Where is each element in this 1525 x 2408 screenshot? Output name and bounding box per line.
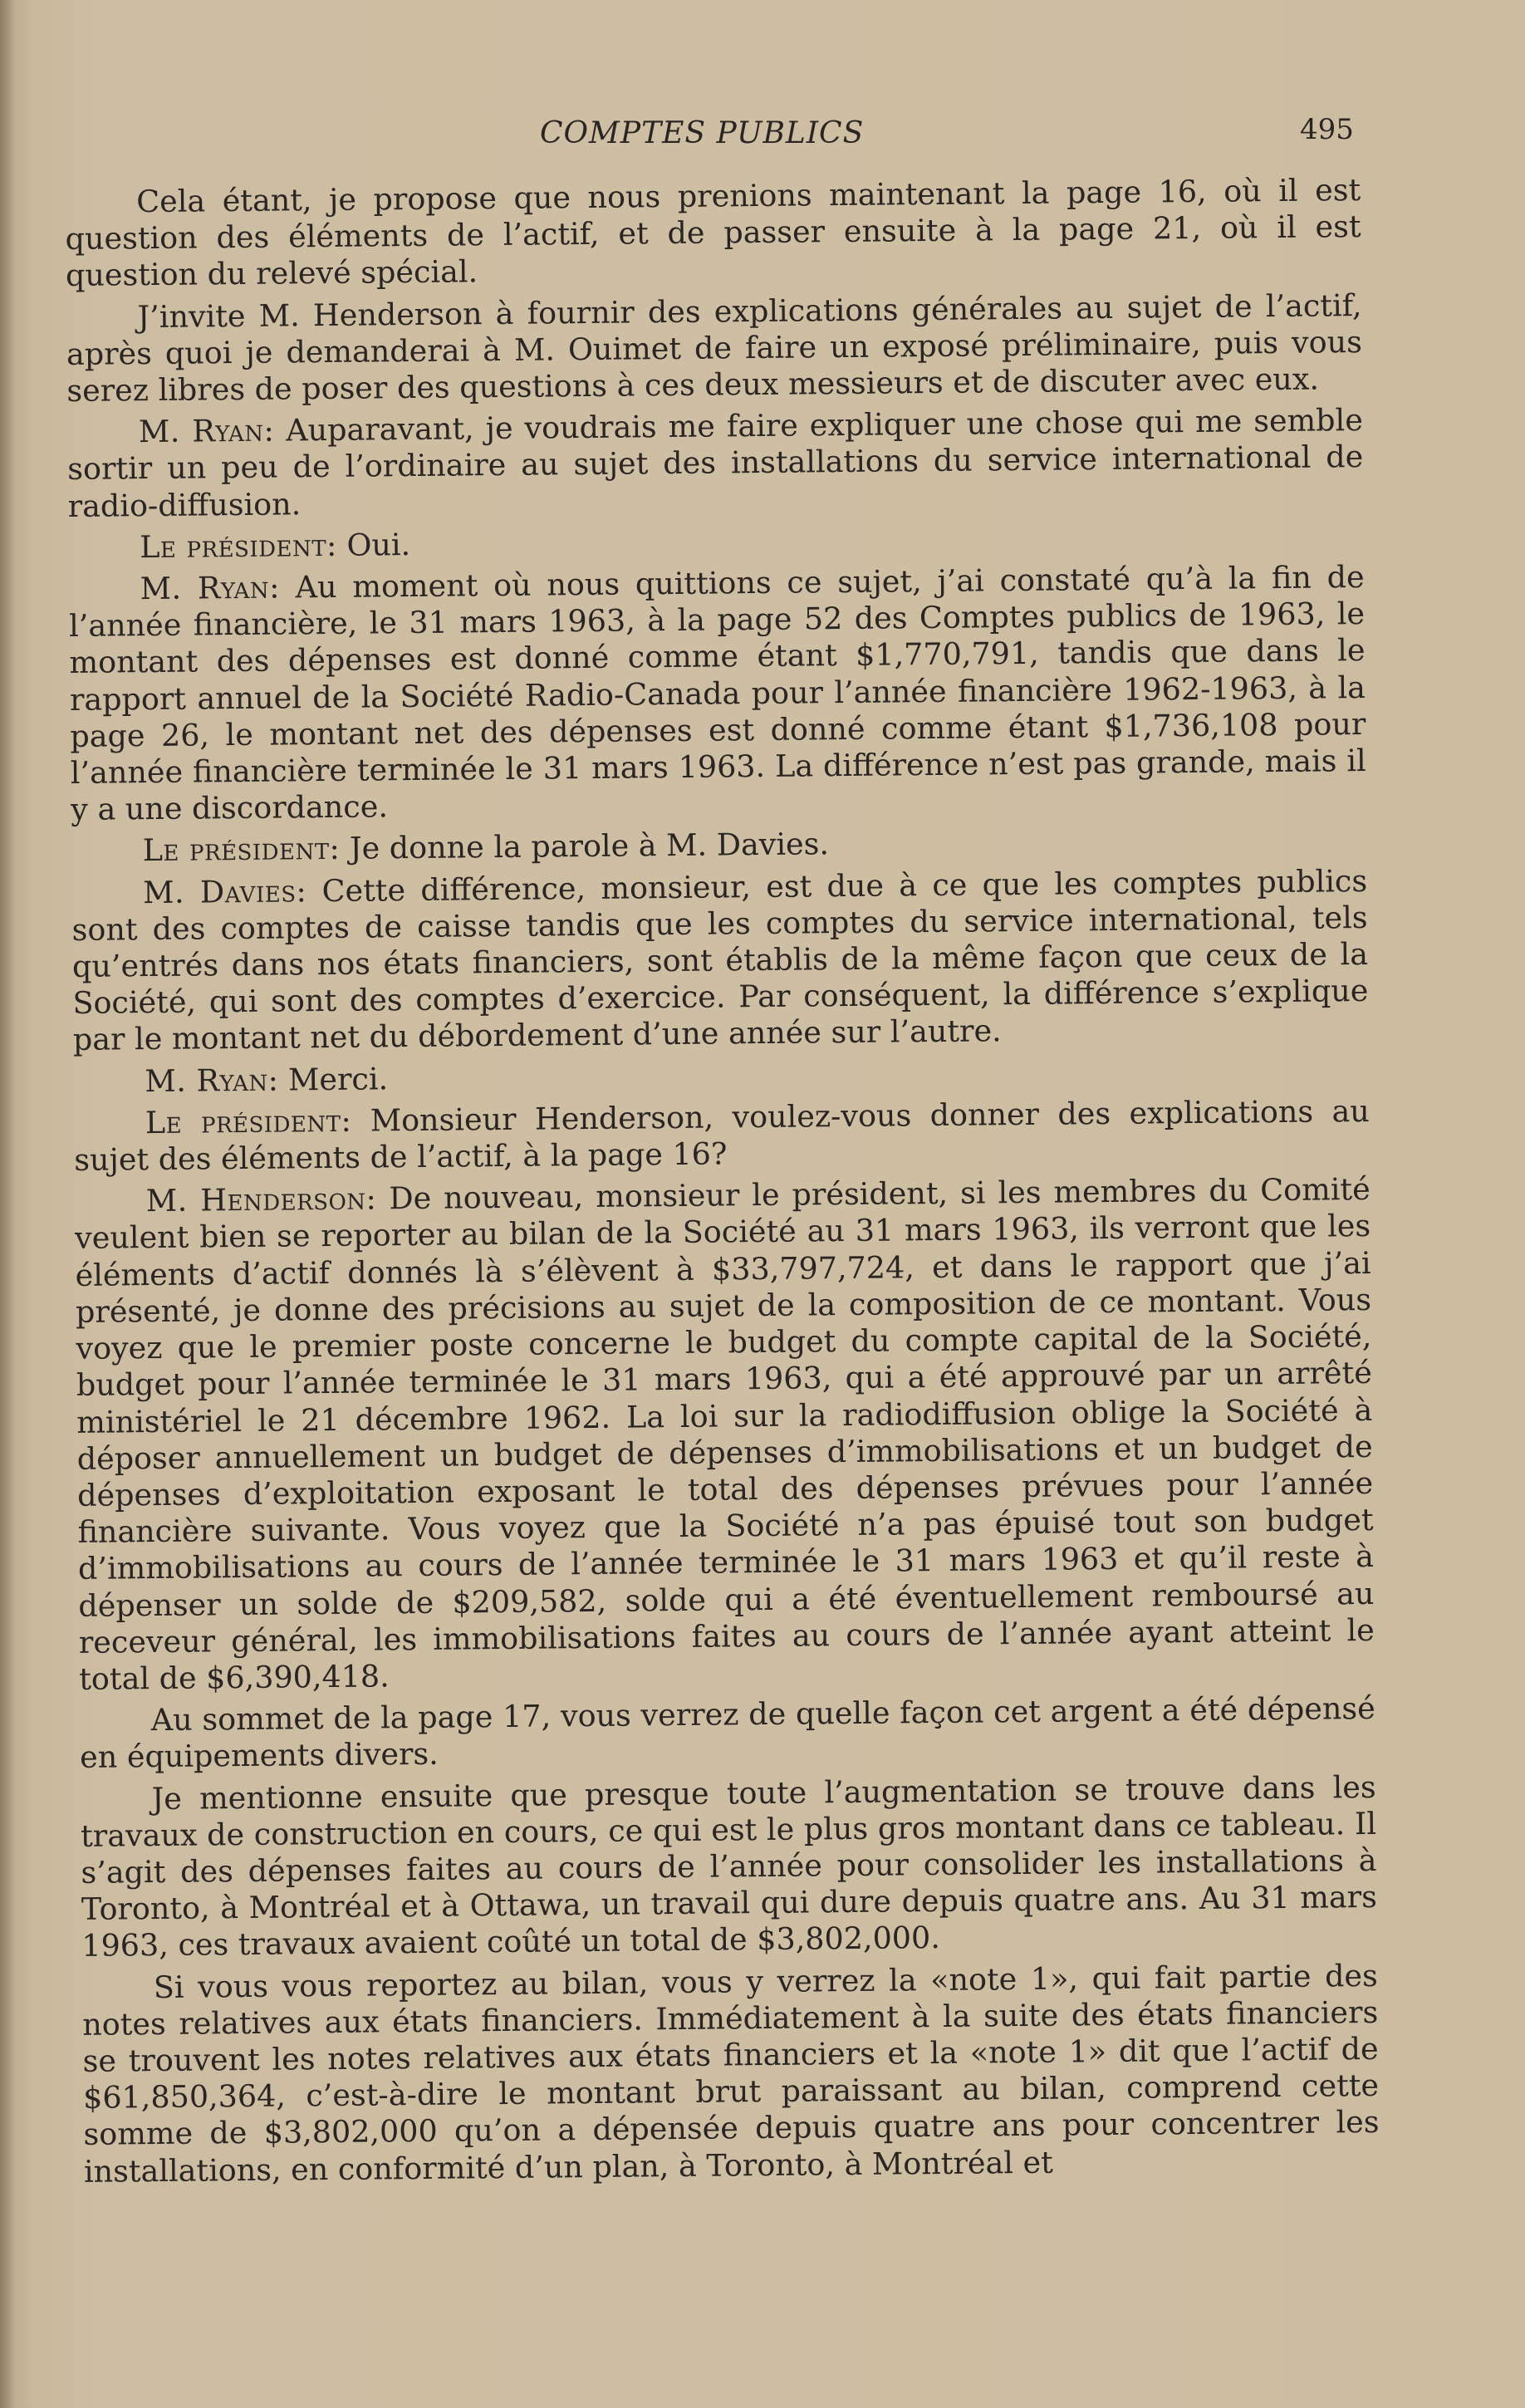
paragraph-text: Si vous vous reportez au bilan, vous y verrez la «note 1», qui fait partie des notes relatives aux états financiers. Immédiatement à la suite des états financiers se trouvent les notes relatives aux états financiers et la «note 1» dit que l’actif de $61,850,364, c’est-à-dire le montant brut paraissant au bilan, comprend cette somme de $3,802,000 qu’on a dépensée depuis quatre ans pour concentrer les installations, en conformité d’un plan, à Toronto, à Montréal et (82, 1957, 1380, 2190)
paragraph-text: Je donne la parole à M. Davies. (349, 826, 830, 867)
page-title: COMPTES PUBLICS (540, 116, 865, 150)
speaker: Le président: (139, 527, 338, 565)
speaker: Le président: (142, 831, 341, 869)
paragraph-text: Au sommet de la page 17, vous verrez de quelle façon cet argent a été dépensé en équipements divers. (79, 1690, 1375, 1776)
paragraph-text: Merci. (287, 1060, 389, 1098)
paragraph (75, 1171, 1375, 1698)
paragraph-text: De nouveau, monsieur le président, si les membres du Comité veulent bien se reporter au bilan de la Société au 31 mars 1963, ils verront que les éléments d’actif donnés là s’élèvent à $33,797,724, et dans le rapport que j’ai présenté, je donne des précisions au sujet de la composition de ce montant. Vous voyez que le premier poste concerne le budget du compte capital de la Société, budget pour l’année terminée le 31 mars 1963, qui a été approuvé par un arrêté ministériel le 21 décembre 1962. La loi sur la radiodiffusion oblige la Société à déposer annuellement un budget de dépenses d’immobilisations et un budget de dépenses d’exploitation exposant le total des dépenses prévues pour l’année financière suivante. Vous voyez que la Société n’a pas épuisé tout son budget d’immobilisations au cours de l’année terminée le 31 mars 1963 et qu’il reste à dépenser un solde de $209,582, solde qui a été éventuellement remboursé au receveur général, les immobilisations faites au cours de l’année ayant atteint le total de $6,390,418. (74, 1171, 1375, 1697)
paragraph-text: Monsieur Henderson, voulez-vous donner des explications au sujet des éléments de l’actif, à la page 16? (74, 1092, 1371, 1179)
paragraph (73, 1052, 1369, 1101)
paragraph (71, 821, 1367, 870)
paragraph-text: Oui. (346, 526, 411, 563)
paragraph (80, 1768, 1377, 1964)
paragraph-text: Cette différence, monsieur, est due à ce que les comptes publics sont des comptes de caisse tandis que les comptes du service international, tels qu’entrés dans nos états financiers, sont établis de la même façon que ceux de la Société, qui sont des comptes d’exercice. Par conséquent, la différence s’explique par le montant net du débordement d’une année sur l’autre. (71, 862, 1369, 1058)
paragraph (68, 517, 1364, 566)
speaker: Le président: (145, 1102, 352, 1140)
page-number: 495 (1300, 113, 1354, 146)
body-text (65, 172, 1380, 2195)
paragraph-text: Cela étant, je propose que nous prenions maintenant la page 16, où il est question des éléments de l’actif, et de passer ensuite à la page 21, où il est question du relevé spécial. (65, 172, 1361, 294)
paragraph (68, 559, 1366, 828)
running-header (0, 113, 1525, 166)
paragraph (67, 402, 1364, 525)
speaker: M. Henderson: (145, 1180, 377, 1219)
paragraph-text: Auparavant, je voudrais me faire expliquer une chose qui me semble sortir un peu de l’ordinaire au sujet des installations du service international de radio-diffusion. (67, 402, 1364, 524)
paragraph (82, 1957, 1380, 2190)
paragraph-text: Au moment où nous quittions ce sujet, j’ai constaté qu’à la fin de l’année financière, le 31 mars 1963, à la page 52 des Comptes publics de 1963, le montant des dépenses est donné comme étant $1,770,791, tandis que dans le rapport annuel de la Société Radio-Canada pour l’année financière 1962-1963, à la page 26, le montant net des dépenses est donné comme étant $1,736,108 pour l’année financière terminée le 31 mars 1963. La différence n’est pas grande, mais il y a une discordance. (68, 559, 1366, 828)
paragraph (74, 1093, 1371, 1179)
paragraph (65, 172, 1361, 295)
binding-shadow (0, 0, 15, 2408)
speaker: M. Ryan: (140, 569, 281, 607)
paragraph-text: Je mentionne ensuite que presque toute l’augmentation se trouve dans les travaux de construction en cours, ce qui est le plus gros montant dans ce tableau. Il s’agit des dépenses faites au cours de l’année pour consolider les installations à Toronto, à Montréal et à Ottawa, un travail qui dure depuis quatre ans. Au 31 mars 1963, ces travaux avaient coûté un total de $3,802,000. (80, 1768, 1378, 1964)
speaker: M. Ryan: (145, 1062, 279, 1099)
paragraph (80, 1690, 1376, 1776)
speaker: M. Ryan: (138, 412, 275, 450)
paragraph-text: J’invite M. Henderson à fournir des explications générales au sujet de l’actif, après quoi je demanderai à M. Ouimet de faire un exposé préliminaire, puis vous serez libres de poser des questions à ces deux messieurs et de discuter avec eux. (66, 287, 1363, 410)
paragraph (66, 287, 1362, 410)
paragraph (71, 863, 1369, 1059)
speaker: M. Davies: (142, 872, 307, 910)
